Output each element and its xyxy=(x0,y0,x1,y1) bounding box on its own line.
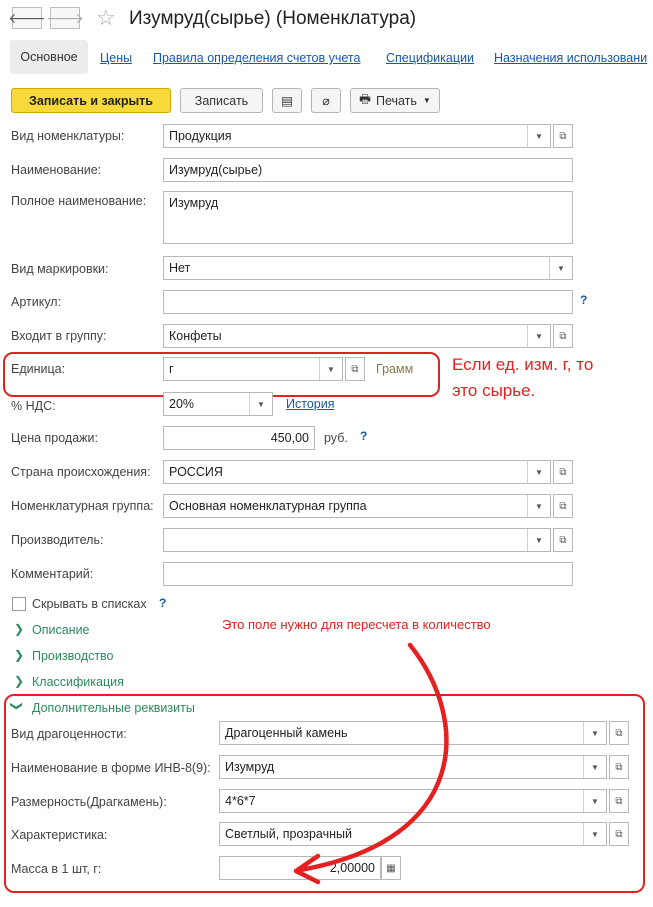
characteristic-select[interactable]: Светлый, прозрачный ▼ xyxy=(219,822,607,846)
dimension-label: Размерность(Драгкамень): xyxy=(11,795,167,809)
page-title: Изумруд(сырье) (Номенклатура) xyxy=(129,8,417,29)
dropdown-arrow-icon[interactable]: ▼ xyxy=(583,790,606,812)
dimension-select[interactable]: 4*6*7 ▼ xyxy=(219,789,607,813)
open-icon: ⧉ xyxy=(351,363,359,375)
paperclip-icon: ⌀ xyxy=(322,94,330,108)
arrow-left-icon: 🡐 xyxy=(8,9,46,26)
tab-specifications[interactable]: Спецификации xyxy=(386,51,474,65)
price-input[interactable]: 450,00 xyxy=(163,426,315,450)
open-icon: ⧉ xyxy=(559,130,567,142)
save-and-close-button[interactable]: Записать и закрыть xyxy=(11,88,171,113)
nomgroup-select[interactable]: Основная номенклатурная группа ▼ xyxy=(163,494,551,518)
marking-label: Вид маркировки: xyxy=(11,262,109,276)
group-select[interactable]: Конфеты ▼ xyxy=(163,324,551,348)
printer-icon: 🖶 xyxy=(359,92,371,106)
kind-label: Вид номенклатуры: xyxy=(11,129,125,143)
open-icon: ⧉ xyxy=(559,534,567,546)
unit-note-line1: Если ед. изм. г, то xyxy=(452,355,594,374)
tab-account-rules[interactable]: Правила определения счетов учета xyxy=(153,51,361,65)
dropdown-arrow-icon[interactable]: ▼ xyxy=(527,461,550,483)
unit-label: Единица: xyxy=(11,362,66,376)
chevron-right-icon[interactable]: ❯ xyxy=(14,648,25,662)
manufacturer-label: Производитель: xyxy=(11,533,104,547)
chevron-down-icon: ▼ xyxy=(422,96,431,105)
unit-note-line2: это сырье. xyxy=(452,381,536,400)
open-icon: ⧉ xyxy=(559,330,567,342)
inv-name-label: Наименование в форме ИНВ-8(9): xyxy=(11,761,211,775)
open-icon: ⧉ xyxy=(615,761,623,773)
vat-label: % НДС: xyxy=(11,399,56,413)
dropdown-arrow-icon[interactable]: ▼ xyxy=(549,257,572,279)
name-input[interactable]: Изумруд(сырье) xyxy=(163,158,573,182)
group-extra[interactable]: Дополнительные реквизиты xyxy=(32,701,195,715)
chevron-right-icon[interactable]: ❯ xyxy=(14,622,25,636)
group-classification[interactable]: Классификация xyxy=(32,675,124,689)
vat-select[interactable]: 20% ▼ xyxy=(163,392,273,416)
mass-input[interactable]: 2,00000 xyxy=(219,856,381,880)
unit-hint: Грамм xyxy=(376,362,414,376)
dropdown-arrow-icon[interactable]: ▼ xyxy=(527,325,550,347)
calculator-icon: ▦ xyxy=(386,862,396,874)
open-icon: ⧉ xyxy=(615,828,623,840)
print-button[interactable]: 🖶 Печать ▼ xyxy=(350,88,440,113)
dropdown-arrow-icon[interactable]: ▼ xyxy=(527,125,550,147)
characteristic-label: Характеристика: xyxy=(11,828,108,842)
price-currency: руб. xyxy=(324,431,348,445)
tab-usage[interactable]: Назначения использовани xyxy=(494,51,648,65)
arrow-right-icon: 🡒 xyxy=(46,9,84,26)
document-list-icon: ▤ xyxy=(281,94,293,108)
mass-note: Это поле нужно для пересчета в количество xyxy=(222,617,491,632)
gem-kind-select[interactable]: Драгоценный камень ▼ xyxy=(219,721,607,745)
group-label: Входит в группу: xyxy=(11,329,107,343)
article-label: Артикул: xyxy=(11,295,62,309)
chevron-right-icon[interactable]: ❯ xyxy=(14,674,25,688)
dropdown-arrow-icon[interactable]: ▼ xyxy=(583,756,606,778)
open-icon: ⧉ xyxy=(615,727,623,739)
open-icon: ⧉ xyxy=(559,466,567,478)
group-production[interactable]: Производство xyxy=(32,649,114,663)
help-icon[interactable]: ? xyxy=(159,596,167,610)
dropdown-arrow-icon[interactable]: ▼ xyxy=(527,495,550,517)
comment-label: Комментарий: xyxy=(11,567,94,581)
group-description[interactable]: Описание xyxy=(32,623,90,637)
country-label: Страна происхождения: xyxy=(11,465,151,479)
dropdown-arrow-icon[interactable]: ▼ xyxy=(583,722,606,744)
dropdown-arrow-icon[interactable]: ▼ xyxy=(527,529,550,551)
dropdown-arrow-icon[interactable]: ▼ xyxy=(319,358,342,380)
help-icon[interactable]: ? xyxy=(360,429,368,443)
dropdown-arrow-icon[interactable]: ▼ xyxy=(249,393,272,415)
fullname-textarea[interactable]: Изумруд xyxy=(163,191,573,244)
help-icon[interactable]: ? xyxy=(580,293,588,307)
nomgroup-label: Номенклатурная группа: xyxy=(11,499,154,513)
tab-prices[interactable]: Цены xyxy=(100,51,133,65)
open-icon: ⧉ xyxy=(615,795,623,807)
dropdown-arrow-icon[interactable]: ▼ xyxy=(583,823,606,845)
open-icon: ⧉ xyxy=(559,500,567,512)
tab-main[interactable]: Основное xyxy=(10,40,88,74)
price-label: Цена продажи: xyxy=(11,431,98,445)
vat-history-link[interactable]: История xyxy=(286,397,335,411)
gem-kind-label: Вид драгоценности: xyxy=(11,727,127,741)
inv-name-select[interactable]: Изумруд ▼ xyxy=(219,755,607,779)
favorite-star-icon[interactable]: ☆ xyxy=(96,5,116,30)
hide-label: Скрывать в списках xyxy=(32,597,147,611)
save-button[interactable]: Записать xyxy=(180,88,263,113)
name-label: Наименование: xyxy=(11,163,102,177)
unit-select[interactable]: г ▼ xyxy=(163,357,343,381)
kind-select[interactable]: Продукция ▼ xyxy=(163,124,551,148)
country-select[interactable]: РОССИЯ ▼ xyxy=(163,460,551,484)
marking-select[interactable]: Нет ▼ xyxy=(163,256,573,280)
mass-label: Масса в 1 шт, г: xyxy=(11,862,102,876)
fullname-label: Полное наименование: xyxy=(11,194,147,208)
chevron-down-icon[interactable]: ❯ xyxy=(10,700,25,712)
